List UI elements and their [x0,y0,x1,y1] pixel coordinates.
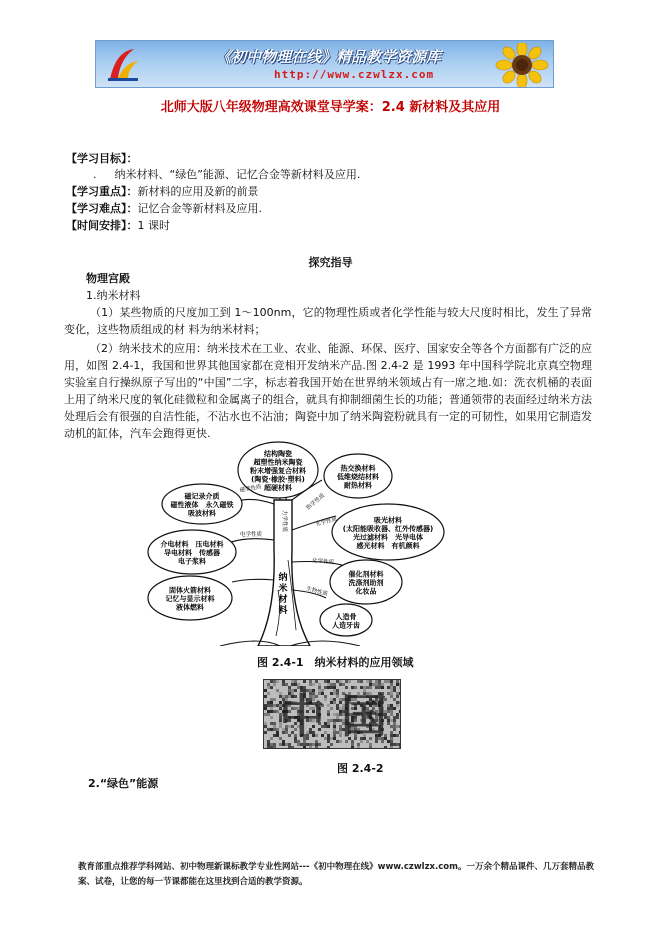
tree-bubble-line: 低维烧结材料 [337,473,379,481]
tree-bubble [148,530,236,574]
objectives-label: 【学习目标】： [66,152,138,165]
tree-bubble-line: (陶瓷·橡胶·塑料) [251,475,305,484]
difficulty-text: 记忆合金等新材料及应用. [137,202,262,215]
objectives-item-row [93,168,360,182]
item1-title: 1.纳米材料 [86,289,141,302]
tree-trunk-char: 米 [278,584,288,594]
tree-bubble [320,604,372,636]
tree-trunk-char: 料 [278,606,288,616]
schedule-text: 1 课时 [137,219,170,232]
page-footer: 教育部重点推荐学科网站、初中物理新课标教学专业性网站---《初中物理在线》www.czwlzx.com。一万余个精品课件、几万套精品教案、试卷，让您的每一节课都能在这里找到合适的教学资源。 [78,862,594,887]
tree-bubble-line: 感光材料 有机颜料 [356,541,420,550]
difficulty-label: 【学习难点】： [66,202,138,215]
tree-bubble-line: 人造骨 [335,612,357,621]
schedule-label: 【时间安排】： [66,219,138,232]
banner-title: 《初中物理在线》精品教学资源库 [216,48,442,66]
tree-bubble-line: 光过滤材料 光导电体 [353,533,423,542]
tree-bubble-line: 吸波材料 [188,509,216,518]
figure1-caption: 图 2.4-1 纳米材料的应用领域 [257,656,414,669]
objectives-item: 纳米材料、“绿色”能源、记忆合金等新材料及应用. [114,168,361,181]
tree-bubble [162,484,242,524]
tree-bubble-line: 固体火箭材料 [169,586,211,595]
section-heading: 探究指导 [308,256,353,269]
stm-noise [264,680,401,749]
figure2-caption: 图 2.4-2 [337,762,384,775]
tree-bubble-line: 洗涤剂助剂 [348,579,384,587]
tree-branch-label: 热学性质 [305,492,327,512]
paragraph-2: （2）纳米技术的应用：纳米技术在工业、农业、能源、环保、医疗、国家安全等各个方面都有广泛的应用，如图 2.4-1，我国和世界其他国家都在竞相开发纳米产品.图 2.4-2 是 1993 年中国科学院北京真空物理实验室自行操纵原子写出的“中国”二字，标志着我国开始在世界纳米领域占有一席之地.如：洗衣机桶的表面上用了纳米尺度的氧化硅微粒和金属离子的组合，就具有抑制细菌生长的功能；普通领带的表面经过纳米方法处理后会有很强的自洁性能，不沾水也不沾油；陶瓷中加了纳米陶瓷粉就具有一定的可韧性，如果用它制造发动机的缸体，汽车会跑得更快. [64,342,592,440]
tree-bubble-line: 记忆与显示材料 [165,595,215,603]
header-banner [95,40,554,88]
stm-glyph: 中 [279,689,325,743]
tree-bubble-line: 磁记录介质 [184,492,220,501]
tree-bubble-line: 介电材料 压电材料 [160,540,224,549]
tree-bubble-line: 吸光材料 [374,516,402,525]
stm-glyph: 国 [341,689,387,743]
tree-bubble-line: 化妆品 [355,587,377,596]
tree-bubble-line: 磁性液体 永久磁铁 [170,501,234,509]
tree-bubble-line: 导电材料 传感器 [164,549,220,557]
tree-bubble-line: 结构陶瓷 [264,450,292,458]
schedule-row [66,219,170,233]
tree-bubble [330,560,402,604]
tree-bubble [148,576,232,620]
tree-branch-label: 电学性质 [240,532,263,538]
bullet-dot-icon: . [93,168,97,181]
tree-branch-label: 力学性质 [281,510,287,533]
site-logo-icon [104,45,140,83]
document-title: 北师大版八年级物理高效课堂导学案：2.4 新材料及其应用 [160,100,501,115]
tree-bubble-line: 人造牙齿 [332,621,360,630]
paragraph-1: （1）某些物质的尺度加工到 1～100nm，它的物理性质或者化学性能与较大尺度时相比，发生了异常变化，这些物质组成的材 料为纳米材料； [64,306,592,336]
tree-bubble-line: 超塑性纳米陶瓷 [253,458,303,467]
subsection-heading: 物理宫殿 [86,272,130,285]
tree-bubble-line: 催化剂材料 [348,570,384,579]
tree-bubble [324,454,392,498]
tree-bubble-line: 热交换材料 [340,464,376,473]
difficulty-row [66,202,262,216]
key-points-row [66,185,259,199]
tree-branch-label: 化学性质 [311,558,335,566]
tree-bubble-line: 电子浆料 [178,557,206,566]
tree-branch-label: 光学性质 [314,516,338,528]
tree-bubble-line: (太阳能吸收器、红外传感器) [342,524,434,533]
tree-trunk-char: 纳 [278,573,288,583]
tree-trunk-char: 材 [278,595,288,605]
tree-bubble [332,504,444,560]
tree-bubble-line: 液体燃料 [176,603,204,612]
banner-url[interactable]: http://www.czwlzx.com [274,68,435,81]
tree-branch-label: 磁学性质 [239,484,263,494]
tree-bubble-line: 超硬材料 [264,484,292,492]
sunflower-icon [494,43,550,87]
key-points-label: 【学习重点】： [66,185,138,198]
tree-bubble-line: 粉末增强复合材料 [250,467,306,475]
stm-image [263,679,401,749]
nano-tree-figure [140,440,512,646]
tree-branch-label: 生物性质 [305,586,329,598]
objectives-row [66,152,138,166]
tree-bubble-line: 耐热材料 [344,481,372,490]
item2-title: 2.“绿色”能源 [88,777,159,790]
key-points-text: 新材料的应用及新的前景 [137,185,259,198]
